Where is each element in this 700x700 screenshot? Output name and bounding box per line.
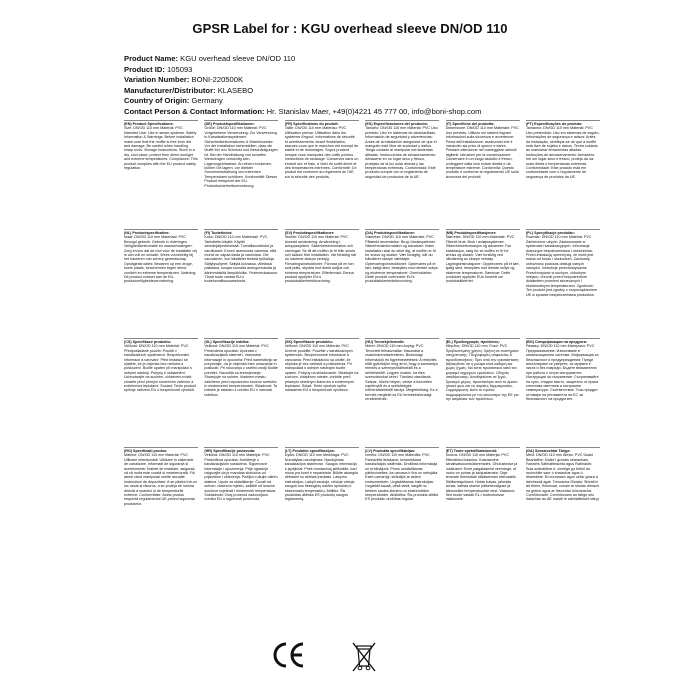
spec-heading: (EL) Προδιαγραφές προϊόντος: [445,340,500,344]
spec-heading: (LT) Produkto specifikacijos: [284,449,336,453]
info-label: Contact Person & Contact Information: [124,106,265,116]
info-row [124,65,481,76]
spec-heading: (FR) Spécifications du produit: [284,122,339,126]
spec-text: Storlek: DN/OD 110 mm Material: PVC Avsedd användning: Användning i avloppssystem. Säkerhetsinformation och varningar: Se till att muffen är fri från smuts och skador före installation. Var försiktig när du hanterar skarpa verktyg. Förvaringsinstruktioner: Förvara på en torr, sval plats, skydda mot direkt solljus och extrema temperaturer. Efterlevnad: Denna produkt uppfyller EU:s produktsäkerhetsförordning. [284,235,357,284]
spec-heading: (SK) Špecifikácie produktu: [284,340,333,344]
info-label: Product ID: [124,64,165,74]
info-row [124,75,481,86]
spec-block [285,229,359,326]
info-value: BONI-220500K [191,75,244,85]
spec-block [124,447,198,544]
spec-text: Dydis: DN/OD 110 mm Medžiaga: PVC Numatytas naudojimas: Naudojimas kanalizacijos sistemose. Saugos informacija ir įspėjimai: Prieš montavimą įsitikinkite, kad mova yra švari ir nepažeista. Būkite atsargūs dirbdami su aštriais įrankiais. Laikymo instrukcijos: Laikyti sausoje, vėsioje vietoje, saugoti nuo tiesioginių saulės spindulių ir ekstremalių temperatūrų. Atitiktis: Šis produktas atitinka ES produktų saugos reglamentą. [284,453,359,502]
info-value: KGU overhead sleeve DN/OD 110 [180,54,296,63]
spec-heading: (SV) Produktspecifikationer: [284,231,335,235]
ce-mark-icon [272,640,306,670]
info-label: Variation Number: [124,75,190,85]
crossed-out-wheelie-bin-icon [349,640,379,674]
spec-grid [124,120,600,556]
info-row [124,96,481,107]
spec-block [446,120,520,217]
spec-heading: (PT) Especificações do produto: [525,122,583,126]
spec-text: Méret: DN/OD 110 mm Anyag: PVC Tervezett felhasználás: Használat a csatornarendszerekben. Biztonsági információk és figyelmeztetések: A telepítés előtt győződjön meg arról, hogy a karmantyú mentes a szennyeződésektől és a sérülésektől. Legyen óvatos, ha éles szerszámokat kezel. Tárolási utasítások: Száraz, hűvös helyen, védve a közvetlen napfénytől és a szélsőséges hőmérsékletektől tárolja. Megfelelőség: Ez a termék megfelel az EU termékbiztonsági rendeletének. [365,344,438,402]
spec-row [124,447,600,544]
spec-text: Taille: DN/OD 110 mm Matériau: PVC Utilisation prévue: Utilisation dans les systèmes d'égout. Informations de sécurité et avertissements: Avant l'installation, assurez-vous que le manchon est exempt de saleté et de dommages. Soyez prudent lorsque vous manipulez des outils pointus. Instructions de stockage: Conservez dans un endroit sec et frais, à l'abri du soleil direct et des températures extrêmes. Conformité: Ce produit est conforme au règlement de l'UE sur la sécurité des produits. [284,126,359,179]
spec-heading: (RO) Specificații produs: [124,449,168,453]
spec-heading: (GA) Sonraíochtaí Táirge: [525,449,571,453]
spec-block [285,447,359,544]
spec-text: Veličina: DN/OD 110 mm Materijal: PVC Predviđena uporaba: Korištenje u kanalizacijskim sustavima. Sigurnosne informacije i upozorenja: Prije ugradnje osigurajte da je mandala slobodna od prljavštine i oštećenja. Pažljivo rukujte oštrim alatima. Upute za skladištenje: Čuvati na suhom, hladnom mjestu, zaštititi od izravne sunčeve svjetlosti i ekstremnih temperatura. Sukladnost: Ovaj proizvod zadovoljava uredbu EU o sigurnosti proizvoda. [204,453,278,502]
spec-text: Tamanho: DN/OD 110 mm Material: PVC Uso pretendido: Uso em sistemas de esgoto. Informações de segurança e avisos: Antes da instalação, certifique-se de que a muffle está livre de sujeira e danos. Tenha cuidado ao manusear ferramentas afiadas. Instruções de armazenamento: Armazene em um lugar seco e fresco, proteja da luz solar direta e temperaturas extremas. Conformidade: Este produto está em conformidade com o regulamento de segurança de produtos da UE. [525,126,600,179]
info-value: KLASEBO [217,85,254,95]
spec-heading: (EN) Product Specifications: [124,122,174,126]
spec-heading: (ET) Toote spetsifikatsioonid: [445,449,498,453]
spec-block [124,338,198,435]
spec-text: Velikost: DN/OD 110 mm Material: PVC Predvidena uporaba: Uporaba v kanalizacijskih sistemih. Varnostne informacije in opozorila: Pred namestitvijo se prepričajte, da je objemka brez umazanije in poškodb. Pri rokovanju z ostrimi orodji bodite previdni. Navodila za shranjevanje: Shranjujte na suhem, hladnem mestu, zaščiteno pred neposredno sončno svetlobo in ekstremnimi temperaturami. Skladnost: Ta izdelek je skladen z uredbo EU o varnosti izdelkov. [204,344,278,397]
spec-text: Dimensione: DN/OD 110 mm Materiale: PVC Uso previsto: Utilizzo nei sistemi fognari. Informazioni sulla sicurezza e avvertenze: Prima dell'installazione, assicurarsi che il manicotto sia privo di sporco e danni. Prestare attenzione nel maneggiare utensili taglienti. Istruzioni per la conservazione: Conservare in un luogo asciutto e fresco, proteggere dalla luce solare diretta e da temperature estreme. Conformità: Questo prodotto è conforme al regolamento UE sulla sicurezza dei prodotti. [445,126,519,179]
spec-text: Suurus: DN/OD 110 mm Materjal: PVC Ettenähtud kasutus: Kasutamine kanalisatsioonisüsteemides. Ohutusteave ja hoiatused: Enne paigaldamist veenduge, et muhv on puhas ja kahjustamata. Olge teravate tööriistade käsitsemisel ettevaatlik. Säilitamisjuhised: Hoida kuivas, jahedas kohas, kaitsta otsese päikesevalguse ja äärmuslike temperatuuride eest. Vastavus: See toode vastab EL-i tooteohutuse määrusele. [445,453,518,502]
info-label: Manufacturer/Distributor: [124,85,216,95]
spec-row [124,229,600,326]
spec-block [204,229,278,326]
page-title: GPSR Label for : KGU overhead sleeve DN/OD 110 [192,21,508,36]
spec-heading: (NL) Productspecificaties: [124,231,170,235]
spec-text: Méid: DN/OD 110 mm Ábhar: PVC Úsáid Beartaithe: Úsáid i gcórais séarachais. Faisnéis Sábháilteachta agus Rabhaidh: Sula suiteáiltear é, cinntigh go bhfuil an muinchille saor ó shalachar agus ó dhamáiste. Bí cúramach agus uirlisí géara á láimhseáil agat. Treoracha Stórála: Stóráil in áit thirim, fhionnuar, cosain ar sholas díreach na gréine agus ar theochtaí foircneacha. Comhlíonadh: Comhlíonann an táirge seo rialachán an AE maidir le sábháilteacht táirgí. [525,453,600,502]
spec-block [365,338,439,435]
spec-heading: (LV) Produkta specifikācijas: [365,449,416,453]
spec-heading: (HU) Termékjellemzők: [365,340,405,344]
spec-text: Size: DN/OD 110 mm Material: PVC Intended Use: Use in sewer systems. Safety Information & Warnings: Before installation make sure that the muffle is free from dirt and damage. Be careful when handling sharp tools. Storage Instructions: Store in a dry, cool place, protect from direct sunlight and extreme temperatures. Compliance: This product complies with the EU product safety regulation. [124,126,198,171]
spec-text: Maat: DN/OD 110 mm Materiaal: PVC Beoogd gebruik: Gebruik in rioleringen. Veiligheidsinformatie en waarschuwingen: Zorg ervoor dat de mof vóór de installatie vrij is van vuil en schade. Wees voorzichtig bij het hanteren van scherp gereedschap. Opslaginstructies: Bewaren op een droge, koele plaats, beschermen tegen direct zonlicht en extreme temperaturen. Naleving: Dit product voldoet aan de EU-productveiligheidsverordening. [124,235,197,284]
spec-text: Rozmiar: DN/OD 110 mm Materiał: PVC Zamierzone użycie: Zastosowanie w systemach kanalizacyjnych. Informacje dotyczące bezpieczeństwa i ostrzeżenia: Przed instalacją upewnij się, że mufa jest wolna od brudu i uszkodzeń. Zachowaj ostrożność podczas obsługi ostrych narzędzi. Instrukcje przechowywania: Przechowywać w suchym, chłodnym miejscu, chronić przed bezpośrednim działaniem promieni słonecznych i ekstremalnymi temperaturami. Zgodność: Ten produkt jest zgodny z rozporządzeniem UE w sprawie bezpieczeństwa produktów. [525,235,598,297]
spec-block [204,120,278,217]
info-row [124,107,481,118]
info-value: 105093 [167,64,193,74]
spec-block [365,120,439,217]
spec-block [526,229,600,326]
spec-text: Tamaño: DN/OD 110 mm Material: PVC Uso previsto: Uso en sistemas de alcantarillado. Información de seguridad y advertencias: Antes de la instalación asegúrese de que el manguito esté libre de suciedad y daños. Tenga cuidado al manipular herramientas afiladas. Instrucciones de almacenamiento: Almacene en un lugar seco y fresco, protéjalo de la luz solar directa y las temperaturas extremas. Conformidad: Este producto cumple con el reglamento de seguridad de productos de la UE. [365,126,438,179]
spec-heading: (IT) Specifiche del prodotto: [445,122,495,126]
spec-text: Størrelse: DN/OD 110 mm Materiale: PVC Tiltenkt bruk: Bruk i avløpssystemer. Sikkerhetsinformasjon og advarsler: Før installasjon, sørg for at muffen er fri for smuss og skader. Vær forsiktig ved håndtering av skarpe verktøy. Lagringsinstruksjoner: Oppbevares på et tørt, kjølig sted, beskyttes mot direkte sollys og ekstreme temperaturer. Samsvar: Dette produktet oppfyller EUs forskrift om produktsikkerhet. [445,235,520,284]
spec-text: Koko: DN/OD 110 mm Materiaali: PVC Tarkoitettu käyttö: Käyttö viemärijärjestelmissä. Turvallisuustiedot ja varoitukset: Ennen asennusta varmista, että muhvi on vapaa liasta ja vaurioista. Ole varovainen, kun käsittelet teräviä työkaluja. Säilytysohjeet: Säilytä kuivassa, viileässä paikassa, suojaa suoralta auringonvalolta ja äärimmäisiltä lämpötiloilta. Yhdenmukaisuus: Tämä tuote vastaa EU:n tuoteturvallisuusasetusta. [204,235,278,284]
info-row [124,54,481,65]
spec-text: Velikost: DN/OD 110 mm Materiál: PVC Předpokládané použití: Použití v kanalizačních systémech. Bezpečnostní informace a varování: Před instalací se ujistěte, že je objímka bez nečistot a poškození. Buďte opatrní při manipulaci s ostrými nástroji. Pokyny k uskladnění: Uchovávejte na suchém, chladném místě, chraňte před přímým slunečním zářením a extrémními teplotami. Soulad: Tento produkt splňuje nařízení EU o bezpečnosti výrobků. [124,344,197,393]
spec-block [204,447,278,544]
spec-text: Izmērs: DN/OD 110 mm Materiāls: PVC Paredzētā lietošana: Izmantošana kanalizācijas sistēmās. Drošības informācija un brīdinājumi: Pirms uzstādīšanas pārliecinieties, ka uzmava ir tīra un nebojāta. Esiet uzmanīgi, strādājot ar asiem instrumentiem. Uzglabāšanas instrukcijas: Uzglabāt sausā, vēsā vietā, sargāt no tiešiem saules stariem un ekstremālām temperatūrām. Atbilstība: Šis produkts atbilst ES produktu drošības regulai. [365,453,439,502]
spec-block [124,120,198,217]
spec-block [446,229,520,326]
spec-text: Μέγεθος: DN/OD 110 mm Υλικό: PVC Προβλεπόμενη χρήση: Χρήση σε συστήματα αποχέτευσης. Πληροφορίες ασφαλείας & προειδοποιήσεις: Πριν από την εγκατάσταση βεβαιωθείτε ότι η μούφα είναι καθαρή και χωρίς ζημιές. Να είστε προσεκτικοί κατά τον χειρισμό αιχμηρών εργαλείων. Οδηγίες αποθήκευσης: Αποθηκεύστε σε ξηρό, δροσερό μέρος, προστατέψτε από το άμεσο ηλιακό φως και τις ακραίες θερμοκρασίες. Συμμόρφωση: Αυτό το προϊόν συμμορφώνεται με τον κανονισμό της ΕΕ για την ασφάλεια των προϊόντων. [445,344,519,402]
spec-heading: (DA) Produktspecifikationer: [365,231,416,235]
spec-text: Størrelse: DN/OD 110 mm Materiale: PVC Påtænkt anvendelse: Brug i kloaksystemer. Sikkerhedsinformation og advarsler: Inden installation skal du sikre dig, at muffen er fri for snavs og skader. Vær forsigtig, når du håndterer skarpe værktøjer. Opbevaringsinstruktioner: Opbevares på et tørt, køligt sted, beskyttes mod direkte sollys og ekstreme temperaturer. Overholdelse: Dette produkt overholder EU's produktsikkerhedsforordning. [365,235,438,284]
spec-block [285,120,359,217]
spec-heading: (SL) Specifikacije izdelka: [204,340,250,344]
spec-block [446,338,520,435]
info-row [124,86,481,97]
spec-block [526,338,600,435]
spec-text: Größe: DN/OD 110 mm Material: PVC Vorgesehene Verwendung: Zur Verwendung in Kanalisationssystemen. Sicherheitsinformationen & Warnhinweise: Vor der Installation sicherstellen, dass die Muffe frei von Schmutz und Beschädigungen ist. Bei der Handhabung von scharfen Werkzeugen vorsichtig sein. Lagerungshinweise: An einem trockenen, kühlen Ort lagern, vor direkter Sonneneinstrahlung und extremen Temperaturen schützen. Konformität: Dieses Produkt entspricht der EU-Produktsicherheitsverordnung. [204,126,278,188]
spec-heading: (CS) Specifikace produktu: [124,340,172,344]
spec-block [204,338,278,435]
spec-block [285,338,359,435]
info-value: Hr. Stanislav Maer, +49(0)4221 45 777 00, info@boni-shop.com [266,106,482,116]
spec-row [124,338,600,435]
spec-block [365,447,439,544]
spec-heading: (BG) Спецификации на продукта: [525,340,588,344]
info-label: Country of Origin: [124,96,190,106]
spec-block [446,447,520,544]
spec-block [526,447,600,544]
spec-heading: (HR) Specifikacije proizvoda: [204,449,256,453]
info-label: Product Name: [124,54,179,63]
spec-block [526,120,600,217]
spec-heading: (NB) Produktspesifikasjoner: [445,231,497,235]
product-info [124,54,481,118]
spec-block [365,229,439,326]
spec-text: Veľkosť: DN/OD 110 mm Materiál: PVC Určené použitie: Použitie v kanalizačných systémoch. Bezpečnostné informácie a varovania: Pred inštaláciou sa uistite, že objímka je bez nečistôt a poškodenia. Pri manipulácii s ostrými nástrojmi buďte opatrní. Pokyny na skladovanie: Skladujte na suchom, chladnom mieste, chráňte pred priamym slnečným žiarením a extrémnymi teplotami. Súlad: Tento výrobok spĺňa nariadenie EÚ o bezpečnosti výrobkov. [284,344,359,393]
spec-block [124,229,198,326]
spec-heading: (ES) Especificaciones del producto: [365,122,429,126]
spec-heading: (DE) Produktspezifikationen: [204,122,255,126]
spec-text: Mărime: DN/OD 110 mm Material: PVC Utilizare intenționată: Utilizare în sistemele de canalizare. Informații de siguranță și avertismente: Înainte de instalare, asigurați-vă că mufa este curată și nedeteriorată. Fiți atenți când manipulați unelte ascuțite. Instrucțiuni de depozitare: A se păstra într-un loc uscat și răcoros, a se proteja de lumina directă a soarelui și de temperaturile extreme. Conformitate: Acest produs respectă regulamentul UE privind siguranța produselor. [124,453,198,506]
spec-heading: (FI) Tuotetiedot: [204,231,233,235]
spec-text: Размер: DN/OD 110 mm Материал: PVC Предназначение: Използване в канализационни системи. Информация за безопасност и предупреждения: Преди инсталиране се уверете, че муфата е чиста и без повреди. Бъдете внимателни при работа с остри инструменти. Инструкции за съхранение: Съхранявайте на сухо, хладно място, защитено от пряка слънчева светлина и екстремни температури. Съответствие: Този продукт отговаря на регламента на ЕС за безопасност на продуктите. [525,344,599,402]
info-value: Germany [191,96,223,106]
spec-heading: (PL) Specyfikacje produktu: [525,231,575,235]
spec-row [124,120,600,217]
